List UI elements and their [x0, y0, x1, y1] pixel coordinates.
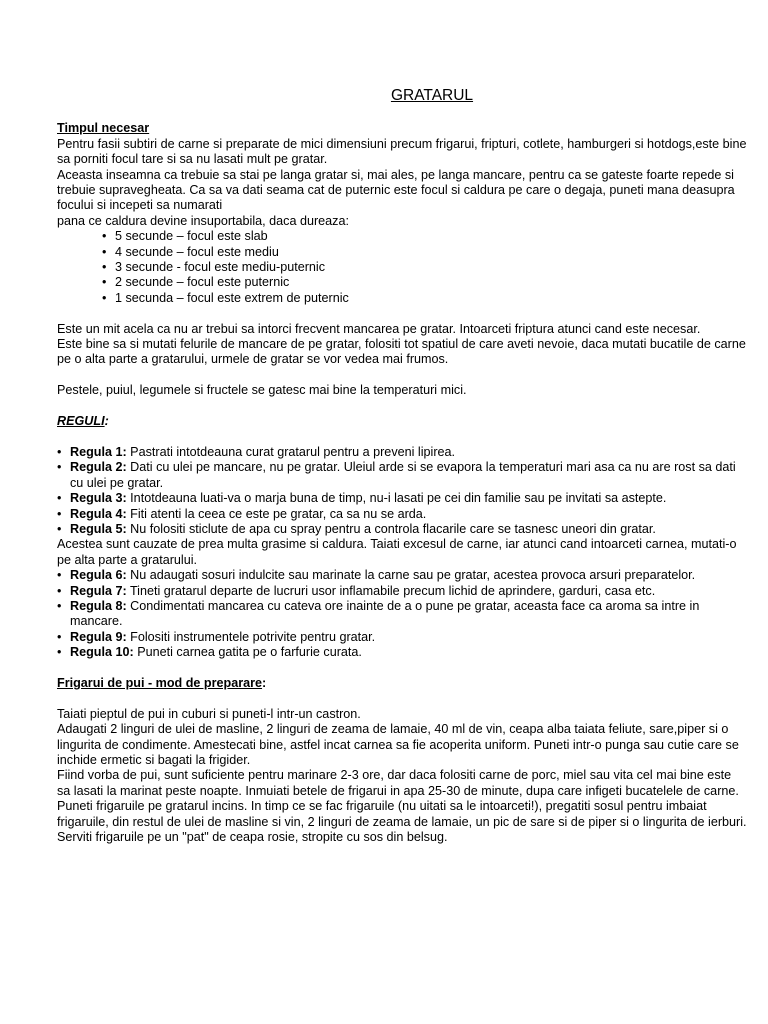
- rule-item: • Regula 2: Dati cu ulei pe mancare, nu pe gratar. Uleiul arde si se evapora la temperaturi mari asa ca nu are rost sa dati cu ulei pe gratar.: [57, 460, 747, 491]
- rule-item: • Regula 8: Condimentati mancarea cu cateva ore inainte de a o pune pe gratar, aceasta face ca aroma sa intre in mancare.: [57, 599, 747, 630]
- recipe-heading-line: [57, 676, 747, 691]
- rules-list: [57, 445, 747, 537]
- paragraph: Taiati pieptul de pui in cuburi si puneti-l intr-un castron.: [57, 706, 361, 721]
- paragraph: Aceasta inseamna ca trebuie sa stai pe langa gratar si, mai ales, pe langa mancare, pentru ca se gateste foarte repede si trebuie supravegheata. Ca sa va dati seama cat de puternic este focul si caldura pe care o degaja, puneti mana deasupra focului si incepeti sa numarati: [57, 167, 735, 213]
- list-item: • 4 secunde – focul este mediu: [115, 245, 747, 260]
- rule-item: • Regula 10: Puneti carnea gatita pe o farfurie curata.: [57, 645, 747, 660]
- rule-item: • Regula 1: Pastrati intotdeauna curat gratarul pentru a preveni lipirea.: [57, 445, 747, 460]
- rule-item: • Regula 7: Tineti gratarul departe de lucruri usor inflamabile precum lichid de aprindere, garduri, casa etc.: [57, 584, 747, 599]
- recipe-heading: Frigarui de pui - mod de preparare: [57, 675, 263, 690]
- rule-item: • Regula 9: Folositi instrumentele potrivite pentru gratar.: [57, 630, 747, 645]
- list-item: • 2 secunde – focul este puternic: [115, 275, 747, 290]
- paragraph: Pestele, puiul, legumele si fructele se gatesc mai bine la temperaturi mici.: [57, 383, 467, 398]
- paragraph: pana ce caldura devine insuportabila, daca dureaza:: [57, 213, 349, 228]
- paragraph: Fiind vorba de pui, sunt suficiente pentru marinare 2-3 ore, dar daca folositi carne de porc, miel sau vita cel mai bine este sa lasati la marinat peste noapte. Inmuiati betele de frigarui in apa 25-30 de minute, dupa care infigeti bucatelele de carne.: [57, 768, 739, 798]
- rules-heading-colon: :: [104, 414, 109, 429]
- rule-item: • Regula 3: Intotdeauna luati-va o marja buna de timp, nu-i lasati pe cei din familie sau pe invitati sa astepte.: [57, 491, 747, 506]
- paragraph: Acestea sunt cauzate de prea multa grasime si caldura. Taiati excesul de carne, iar atunci cand intoarceti carnea, mutati-o pe alta parte a gratarului.: [57, 537, 737, 567]
- list-item: • 5 secunde – focul este slab: [115, 229, 747, 244]
- paragraph: Pentru fasii subtiri de carne si preparate de mici dimensiuni precum frigarui, fripturi, cotlete, hamburgeri si hotdogs,este bine sa porniti focul tare si sa nu lasati mult pe gratar.: [57, 136, 747, 167]
- document-title: GRATARUL: [390, 87, 474, 104]
- rule-item: • Regula 4: Fiti atenti la ceea ce este pe gratar, ca sa nu se arda.: [57, 507, 747, 522]
- paragraph: Este un mit acela ca nu ar trebui sa intorci frecvent mancarea pe gratar. Intoarceti friptura atunci cand este necesar.: [57, 321, 701, 336]
- recipe-heading-colon: :: [262, 675, 267, 690]
- rules-heading-line: [57, 414, 747, 429]
- rules-list-continued: [57, 568, 747, 660]
- fire-strength-list: [57, 229, 747, 306]
- list-item: • 3 secunde - focul este mediu-puternic: [115, 260, 747, 275]
- section-heading-timpul: Timpul necesar: [57, 121, 150, 136]
- paragraph: Este bine sa si mutati felurile de mancare de pe gratar, folositi tot spatiul de care aveti nevoie, daca mutati bucatile de carne pe o alta parte a gratarului, urmele de gratar se vor vedea mai frumos.: [57, 337, 746, 367]
- list-item: • 1 secunda – focul este extrem de puternic: [115, 291, 747, 306]
- rule-item: • Regula 6: Nu adaugati sosuri indulcite sau marinate la carne sau pe gratar, acestea provoca arsuri preparatelor.: [57, 568, 747, 583]
- paragraph: Adaugati 2 linguri de ulei de masline, 2 linguri de zeama de lamaie, 40 ml de vin, ceapa alba taiata feliute, sare,piper si o lingurita de condimente. Amestecati bine, astfel incat carnea sa fie acoperita uniform. Puneti intr-o punga sau cutie care se inchide ermetic si bagati la frigider.: [57, 722, 739, 767]
- document-page: [57, 88, 747, 845]
- rule-item: • Regula 5: Nu folositi sticlute de apa cu spray pentru a controla flacarile care se tasnesc uneori din gratar.: [57, 522, 747, 537]
- rules-heading: REGULI: [57, 414, 105, 429]
- paragraph: Puneti frigaruile pe gratarul incins. In timp ce se fac frigaruile (nu uitati sa le intoarceti!), pregatiti sosul pentru imbaiat frigaruile, din restul de ulei de masline si vin, 2 linguri de zeama de lamaie, un pic de sare si de piper si o lingurita de ierburi. Serviti frigaruile pe un "pat" de ceapa rosie, stropite cu sos din belsug.: [57, 799, 747, 844]
